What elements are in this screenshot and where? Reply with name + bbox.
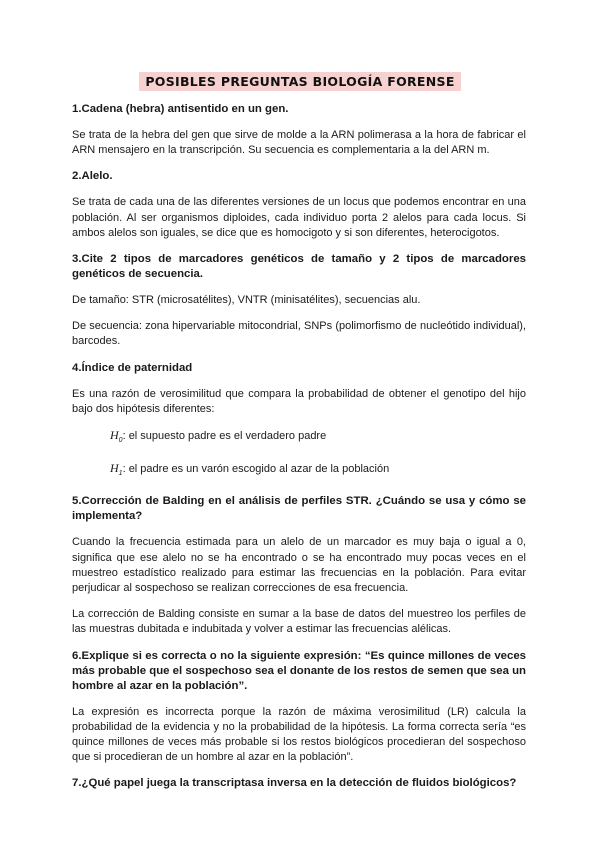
hypothesis-h1: [110, 461, 526, 481]
question-3-answer-size: De tamaño: STR (microsatélites), VNTR (minisatélites), secuencias alu.: [72, 294, 421, 307]
h1-subscript: 1: [118, 470, 123, 478]
question-6-heading: 6.Explique si es correcta o no la siguiente expresión: “Es quince millones de veces más probable que el sospechoso sea el donante de los restos de semen que sea un hombre al azar en la población”.: [72, 649, 526, 692]
question-5-heading: 5.Corrección de Balding en el análisis de perfiles STR. ¿Cuándo se usa y cómo se implementa?: [72, 495, 526, 523]
question-5-answer-2: La corrección de Balding consiste en sumar a la base de datos del muestreo los perfiles de las muestras dubitada e indubitada y volver a estimar las frecuencias alélicas.: [72, 608, 526, 636]
h0-subscript: 0: [118, 437, 123, 445]
h1-text: : el padre es un varón escogido al azar de la población: [122, 463, 390, 476]
question-5-answer-1: Cuando la frecuencia estimada para un alelo de un marcador es muy baja o igual a 0, significa que ese alelo no se ha encontrado o se ha encontrado muy pocas veces en el muestreo estadístico realizado para estimar las frecuencias en la población. Para evitar perjudicar al sospechoso se realizan correcciones de esa frecuencia.: [72, 536, 526, 595]
question-1-heading: 1.Cadena (hebra) antisentido en un gen.: [72, 103, 289, 115]
question-7-heading: 7.¿Qué papel juega la transcriptasa inversa en la detección de fluidos biológicos?: [72, 777, 517, 790]
hypothesis-h0: [110, 428, 526, 448]
h0-symbol: H: [110, 428, 119, 443]
question-3-answer-sequence: De secuencia: zona hipervariable mitocondrial, SNPs (polimorfismo de nucleótido individual), barcodes.: [72, 320, 526, 348]
question-6-answer: La expresión es incorrecta porque la razón de máxima verosimilitud (LR) calcula la probabilidad de la evidencia y no la probabilidad de la hipótesis. La forma correcta sería “es quince millones de veces más probable si los restos biológicos procedieran del sospechoso que si procedieran de un hombre al azar en la población”.: [72, 705, 526, 764]
question-4-answer: Es una razón de verosimilitud que compara la probabilidad de obtener el genotipo del hijo bajo dos hipótesis diferentes:: [72, 387, 526, 415]
question-2-heading: 2.Alelo.: [72, 170, 113, 183]
question-2-answer: Se trata de cada una de las diferentes versiones de un locus que podemos encontrar en una población. Al ser organismos diploides, cada individuo porta 2 alelos para cada locus. Si ambos alelos son iguales, se dice que es homocigoto y si son diferentes, heterocigotos.: [72, 196, 526, 239]
question-4-heading: 4.Índice de paternidad: [72, 361, 193, 374]
document-content: [72, 102, 526, 802]
question-3-heading: 3.Cite 2 tipos de marcadores genéticos de tamaño y 2 tipos de marcadores genéticos de secuencia.: [72, 253, 526, 281]
h1-symbol: H: [110, 461, 119, 476]
h0-text: : el supuesto padre es el verdadero padre: [122, 430, 327, 443]
title-wrapper: [0, 72, 600, 91]
question-1-answer: Se trata de la hebra del gen que sirve de molde a la ARN polimerasa a la hora de fabricar el ARN mensajero en la transcripción. Su secuencia es complementaria a la del ARN m.: [72, 129, 526, 157]
document-title: POSIBLES PREGUNTAS BIOLOGÍA FORENSE: [139, 72, 460, 91]
